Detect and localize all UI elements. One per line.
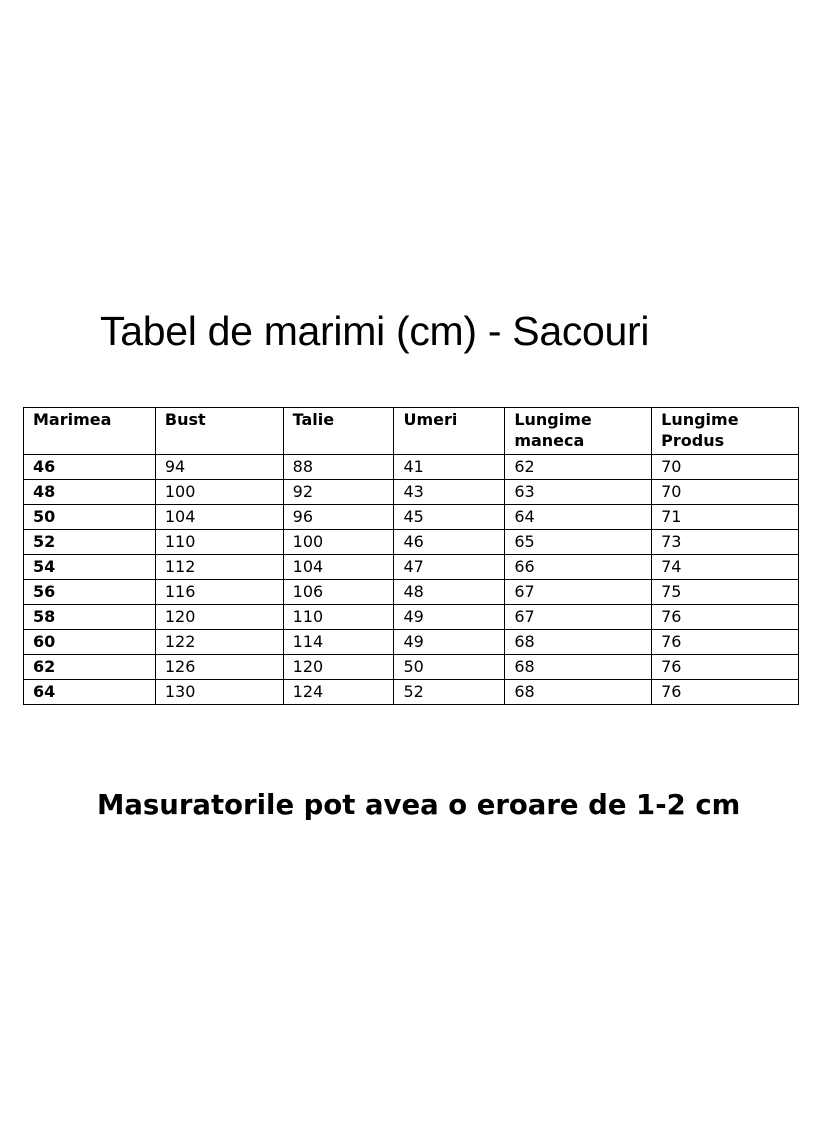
cell-lungime-maneca: 66 [505, 555, 652, 580]
cell-size: 48 [24, 480, 156, 505]
cell-lungime-produs: 70 [652, 455, 799, 480]
cell-lungime-maneca: 68 [505, 680, 652, 705]
cell-talie: 106 [283, 580, 394, 605]
cell-umeri: 47 [394, 555, 505, 580]
cell-size: 62 [24, 655, 156, 680]
cell-lungime-produs: 75 [652, 580, 799, 605]
header-bust: Bust [155, 408, 283, 455]
cell-umeri: 49 [394, 605, 505, 630]
cell-talie: 114 [283, 630, 394, 655]
cell-lungime-maneca: 68 [505, 655, 652, 680]
table-header-row [24, 408, 799, 455]
cell-lungime-produs: 76 [652, 680, 799, 705]
cell-bust: 112 [155, 555, 283, 580]
table-row [24, 580, 799, 605]
cell-size: 64 [24, 680, 156, 705]
cell-bust: 116 [155, 580, 283, 605]
cell-size: 58 [24, 605, 156, 630]
cell-umeri: 46 [394, 530, 505, 555]
header-lungime-produs: Lungime Produs [652, 408, 799, 455]
cell-bust: 126 [155, 655, 283, 680]
cell-lungime-maneca: 67 [505, 605, 652, 630]
table-row [24, 480, 799, 505]
cell-umeri: 43 [394, 480, 505, 505]
cell-lungime-produs: 71 [652, 505, 799, 530]
cell-lungime-maneca: 67 [505, 580, 652, 605]
cell-bust: 94 [155, 455, 283, 480]
cell-size: 54 [24, 555, 156, 580]
page-title: Tabel de marimi (cm) - Sacouri [100, 308, 650, 354]
size-table [23, 407, 799, 705]
cell-lungime-maneca: 63 [505, 480, 652, 505]
table-row [24, 455, 799, 480]
cell-lungime-maneca: 62 [505, 455, 652, 480]
cell-lungime-produs: 74 [652, 555, 799, 580]
cell-talie: 92 [283, 480, 394, 505]
cell-bust: 110 [155, 530, 283, 555]
table-row [24, 555, 799, 580]
cell-lungime-produs: 76 [652, 630, 799, 655]
table-row [24, 530, 799, 555]
cell-talie: 88 [283, 455, 394, 480]
table-row [24, 630, 799, 655]
header-lungime-maneca: Lungime maneca [505, 408, 652, 455]
cell-lungime-maneca: 64 [505, 505, 652, 530]
cell-umeri: 48 [394, 580, 505, 605]
table-row [24, 505, 799, 530]
cell-umeri: 41 [394, 455, 505, 480]
cell-size: 60 [24, 630, 156, 655]
cell-lungime-produs: 76 [652, 605, 799, 630]
cell-lungime-produs: 73 [652, 530, 799, 555]
cell-bust: 130 [155, 680, 283, 705]
cell-lungime-produs: 76 [652, 655, 799, 680]
measurement-note: Masuratorile pot avea o eroare de 1-2 cm [97, 789, 741, 821]
table-row [24, 680, 799, 705]
header-umeri: Umeri [394, 408, 505, 455]
cell-talie: 124 [283, 680, 394, 705]
cell-umeri: 49 [394, 630, 505, 655]
cell-size: 50 [24, 505, 156, 530]
cell-lungime-produs: 70 [652, 480, 799, 505]
cell-lungime-maneca: 68 [505, 630, 652, 655]
header-talie: Talie [283, 408, 394, 455]
cell-bust: 100 [155, 480, 283, 505]
cell-size: 52 [24, 530, 156, 555]
cell-talie: 96 [283, 505, 394, 530]
header-marimea: Marimea [24, 408, 156, 455]
cell-size: 46 [24, 455, 156, 480]
cell-bust: 120 [155, 605, 283, 630]
cell-talie: 110 [283, 605, 394, 630]
cell-umeri: 50 [394, 655, 505, 680]
cell-talie: 104 [283, 555, 394, 580]
table-row [24, 605, 799, 630]
cell-bust: 104 [155, 505, 283, 530]
cell-lungime-maneca: 65 [505, 530, 652, 555]
cell-umeri: 52 [394, 680, 505, 705]
cell-talie: 100 [283, 530, 394, 555]
cell-bust: 122 [155, 630, 283, 655]
table-row [24, 655, 799, 680]
cell-size: 56 [24, 580, 156, 605]
cell-umeri: 45 [394, 505, 505, 530]
cell-talie: 120 [283, 655, 394, 680]
table-body [24, 455, 799, 705]
